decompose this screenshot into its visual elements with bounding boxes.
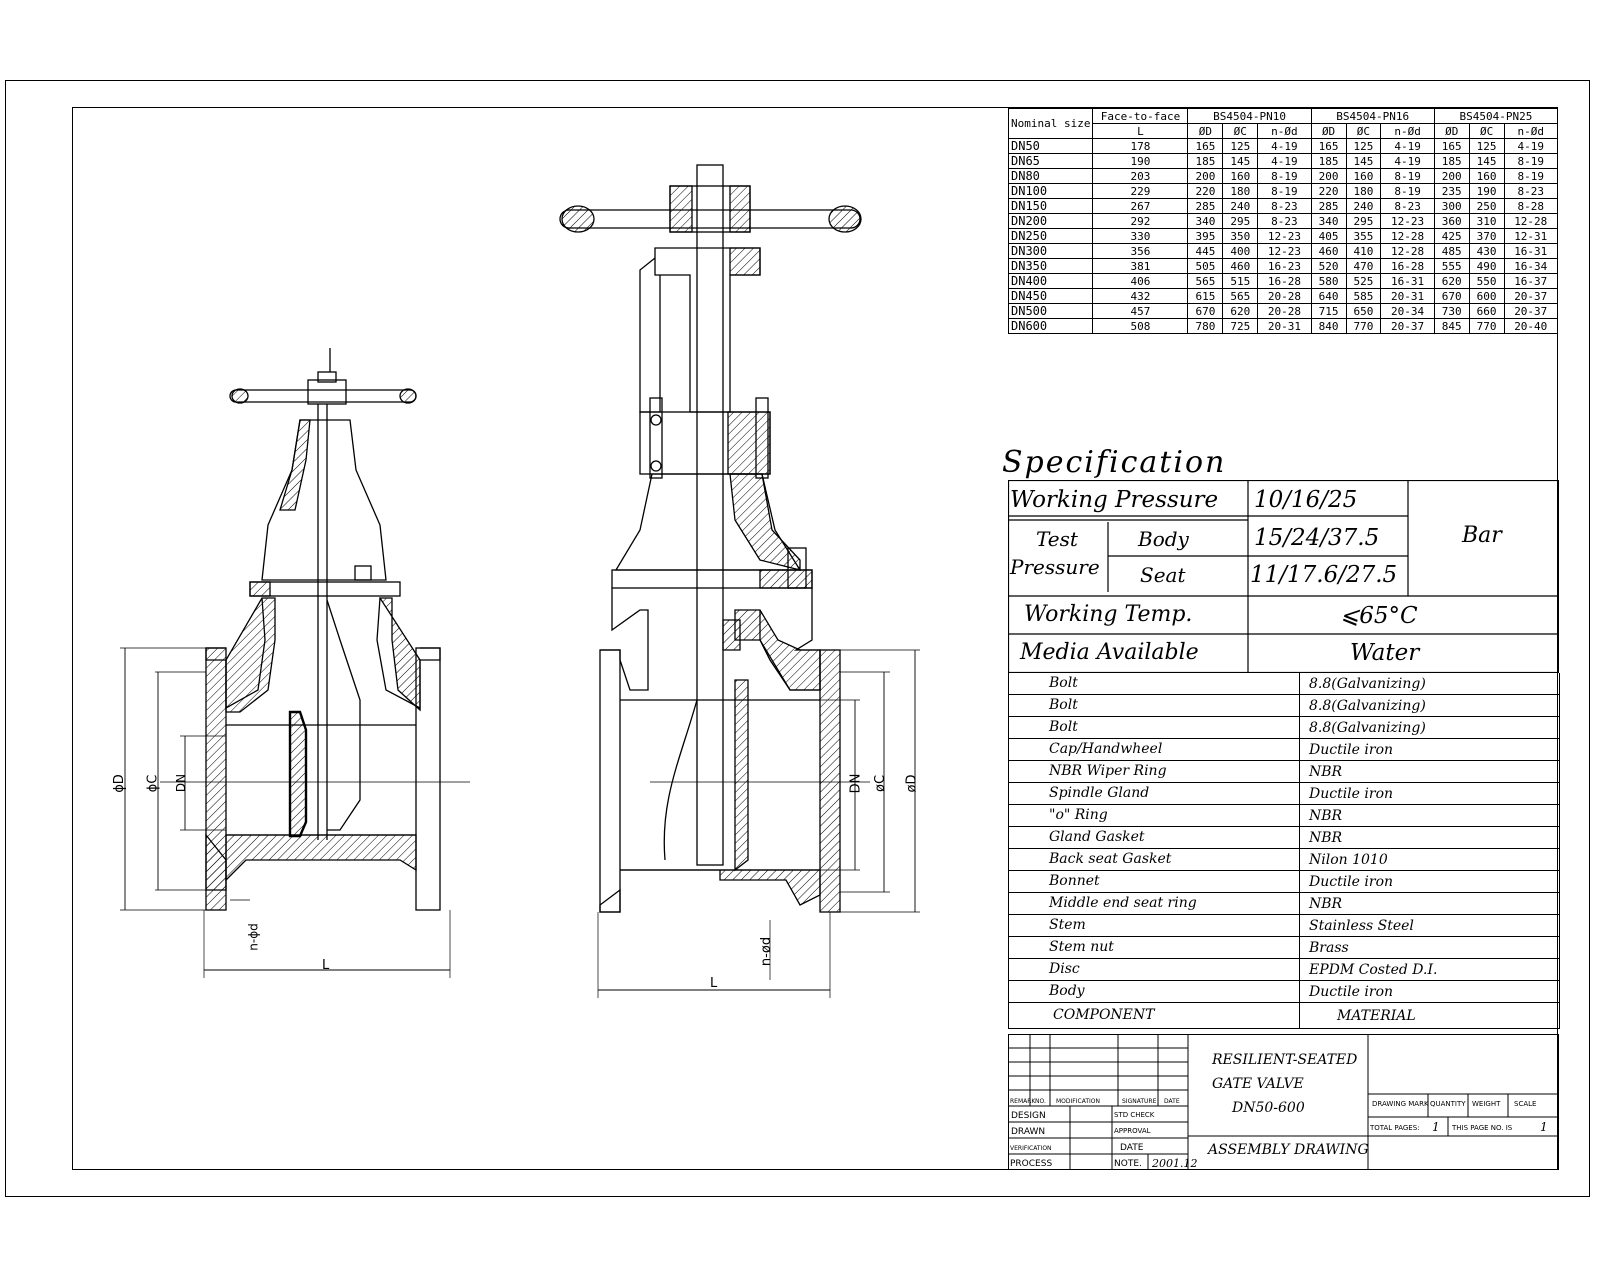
component-row (1009, 805, 1559, 827)
dimension-cell: 12-28 (1504, 214, 1557, 229)
seat-pressure-value: 11/17.6/27.5 (1250, 562, 1398, 588)
dimension-cell: 780 (1188, 319, 1223, 334)
dimension-cell: 160 (1469, 169, 1504, 184)
component-name: Spindle Gland (1049, 785, 1150, 801)
column-divider (1299, 695, 1300, 717)
column-divider (1299, 717, 1300, 739)
component-row (1009, 871, 1559, 893)
component-row (1009, 739, 1559, 761)
component-material: 8.8(Galvanizing) (1309, 720, 1426, 736)
dimension-cell: 550 (1469, 274, 1504, 289)
dimension-cell: 508 (1093, 319, 1188, 334)
dimension-cell: 8-23 (1258, 199, 1311, 214)
dimension-cell: 515 (1223, 274, 1258, 289)
dimension-cell: 660 (1469, 304, 1504, 319)
process-label: PROCESS (1010, 1159, 1053, 1169)
dimension-cell: 16-31 (1504, 244, 1557, 259)
left-valve-section (120, 348, 470, 978)
nominal-size-cell: DN350 (1009, 259, 1093, 274)
dimension-cell: 715 (1311, 304, 1346, 319)
right-nphid-label: n-ød (759, 936, 775, 967)
component-row (1009, 783, 1559, 805)
dimension-cell: 340 (1311, 214, 1346, 229)
right-valve-section (560, 165, 920, 998)
component-row (1009, 717, 1559, 739)
drawing-mark-header: DRAWING MARK (1372, 1100, 1429, 1108)
right-phiC-label: øC (873, 774, 889, 793)
component-material: NBR (1309, 764, 1343, 780)
working-pressure-label: Working Pressure (1010, 487, 1219, 513)
nominal-size-cell: DN50 (1009, 139, 1093, 154)
dimension-cell: 505 (1188, 259, 1223, 274)
dimension-cell: 145 (1223, 154, 1258, 169)
component-name: Stem nut (1049, 939, 1114, 955)
dimension-cell: 460 (1223, 259, 1258, 274)
right-phiD-label: øD (904, 774, 920, 793)
dimension-cell: 180 (1346, 184, 1381, 199)
pn25-header: BS4504-PN25 (1434, 109, 1557, 124)
dimension-cell: 330 (1093, 229, 1188, 244)
nominal-size-header: Nominal size (1009, 109, 1093, 139)
body-pressure-value: 15/24/37.5 (1254, 525, 1380, 551)
dimension-cell: 16-23 (1258, 259, 1311, 274)
component-name: Cap/Handwheel (1049, 741, 1163, 757)
quantity-header: QUANTITY (1430, 1100, 1466, 1108)
dimension-cell: 160 (1223, 169, 1258, 184)
column-divider (1299, 849, 1300, 871)
note-value: 2001.12 (1152, 1157, 1198, 1170)
nominal-size-cell: DN300 (1009, 244, 1093, 259)
dimension-row (1009, 154, 1558, 169)
dimension-cell: 395 (1188, 229, 1223, 244)
dimension-cell: 125 (1223, 139, 1258, 154)
subheader-d: ØD (1311, 124, 1346, 139)
component-name: Disc (1049, 961, 1080, 977)
dimension-cell: 615 (1188, 289, 1223, 304)
date-label: DATE (1120, 1143, 1144, 1153)
dimension-row (1009, 199, 1558, 214)
component-row (1009, 915, 1559, 937)
column-divider (1299, 981, 1300, 1003)
dimension-cell: 295 (1223, 214, 1258, 229)
component-row (1009, 981, 1559, 1003)
media-label: Media Available (1020, 640, 1199, 665)
component-row (1009, 761, 1559, 783)
dimension-cell: 20-37 (1381, 319, 1434, 334)
dimension-cell: 620 (1223, 304, 1258, 319)
dimension-cell: 565 (1188, 274, 1223, 289)
subheader-c: ØC (1223, 124, 1258, 139)
dimension-cell: 12-31 (1504, 229, 1557, 244)
dimension-cell: 267 (1093, 199, 1188, 214)
component-name: Body (1049, 983, 1085, 999)
component-name: NBR Wiper Ring (1049, 763, 1167, 779)
dimension-cell: 555 (1434, 259, 1469, 274)
dimension-cell: 295 (1346, 214, 1381, 229)
component-row (1009, 695, 1559, 717)
material-header: MATERIAL (1337, 1008, 1416, 1024)
nominal-size-cell: DN400 (1009, 274, 1093, 289)
column-divider (1299, 673, 1300, 695)
dimension-cell: 770 (1346, 319, 1381, 334)
component-name: Middle end seat ring (1049, 895, 1197, 911)
dimension-cell: 840 (1311, 319, 1346, 334)
dimension-cell: 457 (1093, 304, 1188, 319)
dimension-cell: 355 (1346, 229, 1381, 244)
dimension-cell: 8-28 (1504, 199, 1557, 214)
dimension-cell: 220 (1188, 184, 1223, 199)
dimension-cell: 16-31 (1381, 274, 1434, 289)
component-name: Stem (1049, 917, 1086, 933)
nominal-size-cell: DN600 (1009, 319, 1093, 334)
body-label: Body (1138, 527, 1189, 551)
dimension-cell: 340 (1188, 214, 1223, 229)
unit-label: Bar (1462, 523, 1502, 548)
dimension-cell: 730 (1434, 304, 1469, 319)
subheader-nd: n-Ød (1258, 124, 1311, 139)
verification-label: VERIFICATION (1010, 1145, 1052, 1152)
dimension-cell: 285 (1311, 199, 1346, 214)
dimension-cell: 20-31 (1381, 289, 1434, 304)
dimension-cell: 356 (1093, 244, 1188, 259)
dimension-cell: 520 (1311, 259, 1346, 274)
subheader-nd: n-Ød (1381, 124, 1434, 139)
nominal-size-cell: DN200 (1009, 214, 1093, 229)
column-divider (1299, 783, 1300, 805)
dimension-cell: 200 (1188, 169, 1223, 184)
dimension-cell: 203 (1093, 169, 1188, 184)
face-to-face-header: Face-to-face (1093, 109, 1188, 124)
column-divider (1299, 893, 1300, 915)
subheader-c: ØC (1469, 124, 1504, 139)
dimension-cell: 292 (1093, 214, 1188, 229)
dimension-row (1009, 259, 1558, 274)
dimension-cell: 8-23 (1381, 199, 1434, 214)
date-col-header: DATE (1164, 1098, 1180, 1105)
dimension-cell: 178 (1093, 139, 1188, 154)
dimension-row (1009, 319, 1558, 334)
this-page-value: 1 (1540, 1120, 1548, 1134)
dimension-cell: 580 (1311, 274, 1346, 289)
dimension-cell: 350 (1223, 229, 1258, 244)
dimension-cell: 165 (1434, 139, 1469, 154)
dimension-cell: 200 (1311, 169, 1346, 184)
dimension-cell: 16-28 (1381, 259, 1434, 274)
left-dn-label: DN (174, 773, 189, 793)
column-divider (1299, 871, 1300, 893)
dimension-cell: 410 (1346, 244, 1381, 259)
dimension-cell: 460 (1311, 244, 1346, 259)
dimension-cell: 285 (1188, 199, 1223, 214)
dimension-cell: 20-37 (1504, 289, 1557, 304)
component-name: Back seat Gasket (1049, 851, 1172, 867)
working-temp-label: Working Temp. (1024, 602, 1193, 627)
weight-header: WEIGHT (1472, 1100, 1501, 1108)
dimension-cell: 430 (1469, 244, 1504, 259)
dimension-row (1009, 304, 1558, 319)
scale-header: SCALE (1514, 1100, 1537, 1108)
dimension-cell: 300 (1434, 199, 1469, 214)
dimension-cell: 470 (1346, 259, 1381, 274)
component-material: 8.8(Galvanizing) (1309, 698, 1426, 714)
dimension-cell: 8-19 (1258, 169, 1311, 184)
dimension-cell: 770 (1469, 319, 1504, 334)
dimension-cell: 165 (1188, 139, 1223, 154)
dimension-table (1008, 108, 1558, 334)
dimension-row (1009, 139, 1558, 154)
dimension-cell: 16-34 (1504, 259, 1557, 274)
column-divider (1299, 1003, 1300, 1029)
dimension-cell: 4-19 (1258, 139, 1311, 154)
media-value: Water (1350, 640, 1420, 666)
dimension-cell: 180 (1223, 184, 1258, 199)
dimension-cell: 360 (1434, 214, 1469, 229)
dimension-cell: 20-28 (1258, 304, 1311, 319)
dimension-cell: 370 (1469, 229, 1504, 244)
dimension-row (1009, 214, 1558, 229)
component-name: Bolt (1049, 697, 1078, 713)
component-row (1009, 937, 1559, 959)
component-material: NBR (1309, 896, 1343, 912)
column-divider (1299, 959, 1300, 981)
component-material: EPDM Costed D.I. (1309, 962, 1438, 978)
left-l-label: L (322, 958, 330, 973)
dimension-cell: 640 (1311, 289, 1346, 304)
dimension-cell: 525 (1346, 274, 1381, 289)
component-material: Ductile iron (1309, 786, 1394, 802)
dimension-row (1009, 289, 1558, 304)
test-label: Test (1036, 527, 1078, 551)
pn16-header: BS4504-PN16 (1311, 109, 1434, 124)
nominal-size-cell: DN100 (1009, 184, 1093, 199)
l-header: L (1093, 124, 1188, 139)
component-material: Brass (1309, 940, 1349, 956)
component-material: Nilon 1010 (1309, 852, 1388, 868)
dimension-table-body (1009, 139, 1558, 334)
dimension-row (1009, 244, 1558, 259)
dimension-cell: 240 (1346, 199, 1381, 214)
dimension-cell: 185 (1434, 154, 1469, 169)
working-temp-value: ⩽65°C (1340, 603, 1418, 629)
component-header-row (1009, 1003, 1559, 1029)
component-material-table (1008, 673, 1560, 1029)
remark-header: REMARK (1010, 1098, 1036, 1105)
dimension-cell: 16-28 (1258, 274, 1311, 289)
dimension-cell: 490 (1469, 259, 1504, 274)
subheader-d: ØD (1188, 124, 1223, 139)
dimension-cell: 8-19 (1381, 184, 1434, 199)
dimension-cell: 250 (1469, 199, 1504, 214)
seat-label: Seat (1140, 563, 1186, 587)
dimension-cell: 565 (1223, 289, 1258, 304)
dimension-cell: 8-23 (1504, 184, 1557, 199)
dimension-cell: 650 (1346, 304, 1381, 319)
dimension-cell: 12-23 (1381, 214, 1434, 229)
left-phiD-label: ϕD (111, 774, 127, 793)
dimension-cell: 405 (1311, 229, 1346, 244)
column-divider (1299, 739, 1300, 761)
component-material: Ductile iron (1309, 742, 1394, 758)
component-name: Gland Gasket (1049, 829, 1145, 845)
signature-header: SIGNATURE (1122, 1098, 1157, 1105)
right-dn-label: DN (848, 773, 864, 794)
dimension-cell: 20-37 (1504, 304, 1557, 319)
component-header: COMPONENT (1053, 1007, 1155, 1023)
dimension-cell: 310 (1469, 214, 1504, 229)
dimension-cell: 8-19 (1504, 154, 1557, 169)
nominal-size-cell: DN65 (1009, 154, 1093, 169)
component-row (1009, 893, 1559, 915)
title-line-3: DN50-600 (1232, 1100, 1305, 1116)
right-l-label: L (710, 976, 718, 991)
nominal-size-cell: DN500 (1009, 304, 1093, 319)
left-nphid-label: n-ϕd (246, 923, 261, 951)
this-page-label: THIS PAGE NO. IS (1452, 1124, 1513, 1132)
dimension-cell: 725 (1223, 319, 1258, 334)
left-phiC-label: ϕC (145, 774, 161, 793)
dimension-row (1009, 274, 1558, 289)
dimension-cell: 145 (1346, 154, 1381, 169)
dimension-cell: 485 (1434, 244, 1469, 259)
dimension-cell: 381 (1093, 259, 1188, 274)
total-pages-value: 1 (1432, 1120, 1440, 1134)
dimension-cell: 200 (1434, 169, 1469, 184)
column-divider (1299, 805, 1300, 827)
component-name: Bolt (1049, 675, 1078, 691)
dimension-cell: 229 (1093, 184, 1188, 199)
column-divider (1299, 915, 1300, 937)
dimension-cell: 670 (1434, 289, 1469, 304)
dimension-cell: 425 (1434, 229, 1469, 244)
dimension-cell: 20-28 (1258, 289, 1311, 304)
dimension-cell: 185 (1311, 154, 1346, 169)
component-row (1009, 959, 1559, 981)
column-divider (1299, 761, 1300, 783)
component-material: NBR (1309, 808, 1343, 824)
dimension-cell: 12-23 (1258, 229, 1311, 244)
dimension-cell: 240 (1223, 199, 1258, 214)
design-label: DESIGN (1011, 1111, 1046, 1121)
std-check-label: STD CHECK (1114, 1111, 1155, 1119)
dimension-cell: 125 (1346, 139, 1381, 154)
modification-header: MODIFICATION (1056, 1098, 1100, 1105)
component-name: "o" Ring (1049, 807, 1108, 823)
component-name: Bolt (1049, 719, 1078, 735)
dimension-cell: 12-28 (1381, 244, 1434, 259)
dimension-cell: 185 (1188, 154, 1223, 169)
drawn-label: DRAWN (1011, 1127, 1046, 1137)
note-label: NOTE. (1114, 1159, 1142, 1169)
column-divider (1299, 937, 1300, 959)
component-material: NBR (1309, 830, 1343, 846)
nominal-size-cell: DN450 (1009, 289, 1093, 304)
dimension-cell: 8-19 (1381, 169, 1434, 184)
dimension-cell: 4-19 (1504, 139, 1557, 154)
dimension-cell: 20-31 (1258, 319, 1311, 334)
approval-label: APPROVAL (1114, 1127, 1151, 1135)
dimension-cell: 125 (1469, 139, 1504, 154)
pressure-label: Pressure (1010, 555, 1100, 579)
dimension-cell: 8-23 (1258, 214, 1311, 229)
dimension-row (1009, 184, 1558, 199)
dimension-cell: 4-19 (1381, 154, 1434, 169)
dimension-cell: 406 (1093, 274, 1188, 289)
dimension-cell: 400 (1223, 244, 1258, 259)
dimension-cell: 620 (1434, 274, 1469, 289)
component-row (1009, 827, 1559, 849)
nominal-size-cell: DN150 (1009, 199, 1093, 214)
dimension-cell: 165 (1311, 139, 1346, 154)
dimension-cell: 445 (1188, 244, 1223, 259)
component-material: 8.8(Galvanizing) (1309, 676, 1426, 692)
nominal-size-cell: DN80 (1009, 169, 1093, 184)
dimension-row (1009, 169, 1558, 184)
dimension-cell: 4-19 (1258, 154, 1311, 169)
dimension-cell: 235 (1434, 184, 1469, 199)
component-material: Stainless Steel (1309, 918, 1414, 934)
dimension-cell: 190 (1093, 154, 1188, 169)
dimension-cell: 145 (1469, 154, 1504, 169)
pn10-header: BS4504-PN10 (1188, 109, 1311, 124)
subheader-c: ØC (1346, 124, 1381, 139)
dimension-cell: 600 (1469, 289, 1504, 304)
dimension-cell: 12-23 (1258, 244, 1311, 259)
nominal-size-cell: DN250 (1009, 229, 1093, 244)
dimension-cell: 220 (1311, 184, 1346, 199)
component-material: Ductile iron (1309, 984, 1394, 1000)
drawing-type: ASSEMBLY DRAWING (1208, 1142, 1369, 1158)
subheader-d: ØD (1434, 124, 1469, 139)
no-header: NO. (1035, 1098, 1046, 1105)
subheader-nd: n-Ød (1504, 124, 1557, 139)
column-divider (1299, 827, 1300, 849)
dimension-cell: 670 (1188, 304, 1223, 319)
dimension-cell: 20-34 (1381, 304, 1434, 319)
dimension-cell: 12-28 (1381, 229, 1434, 244)
title-line-2: GATE VALVE (1212, 1076, 1304, 1092)
specification-title: Specification (1002, 445, 1227, 480)
dimension-cell: 16-37 (1504, 274, 1557, 289)
component-row (1009, 849, 1559, 871)
working-pressure-value: 10/16/25 (1254, 487, 1358, 513)
component-row (1009, 673, 1559, 695)
dimension-cell: 8-19 (1258, 184, 1311, 199)
component-name: Bonnet (1049, 873, 1100, 889)
dimension-cell: 4-19 (1381, 139, 1434, 154)
dimension-cell: 845 (1434, 319, 1469, 334)
title-line-1: RESILIENT-SEATED (1212, 1052, 1358, 1068)
dimension-cell: 8-19 (1504, 169, 1557, 184)
total-pages-label: TOTAL PAGES: (1370, 1124, 1420, 1132)
component-material: Ductile iron (1309, 874, 1394, 890)
dimension-cell: 432 (1093, 289, 1188, 304)
dimension-row (1009, 229, 1558, 244)
dimension-cell: 585 (1346, 289, 1381, 304)
dimension-cell: 160 (1346, 169, 1381, 184)
dimension-cell: 20-40 (1504, 319, 1557, 334)
dimension-cell: 190 (1469, 184, 1504, 199)
